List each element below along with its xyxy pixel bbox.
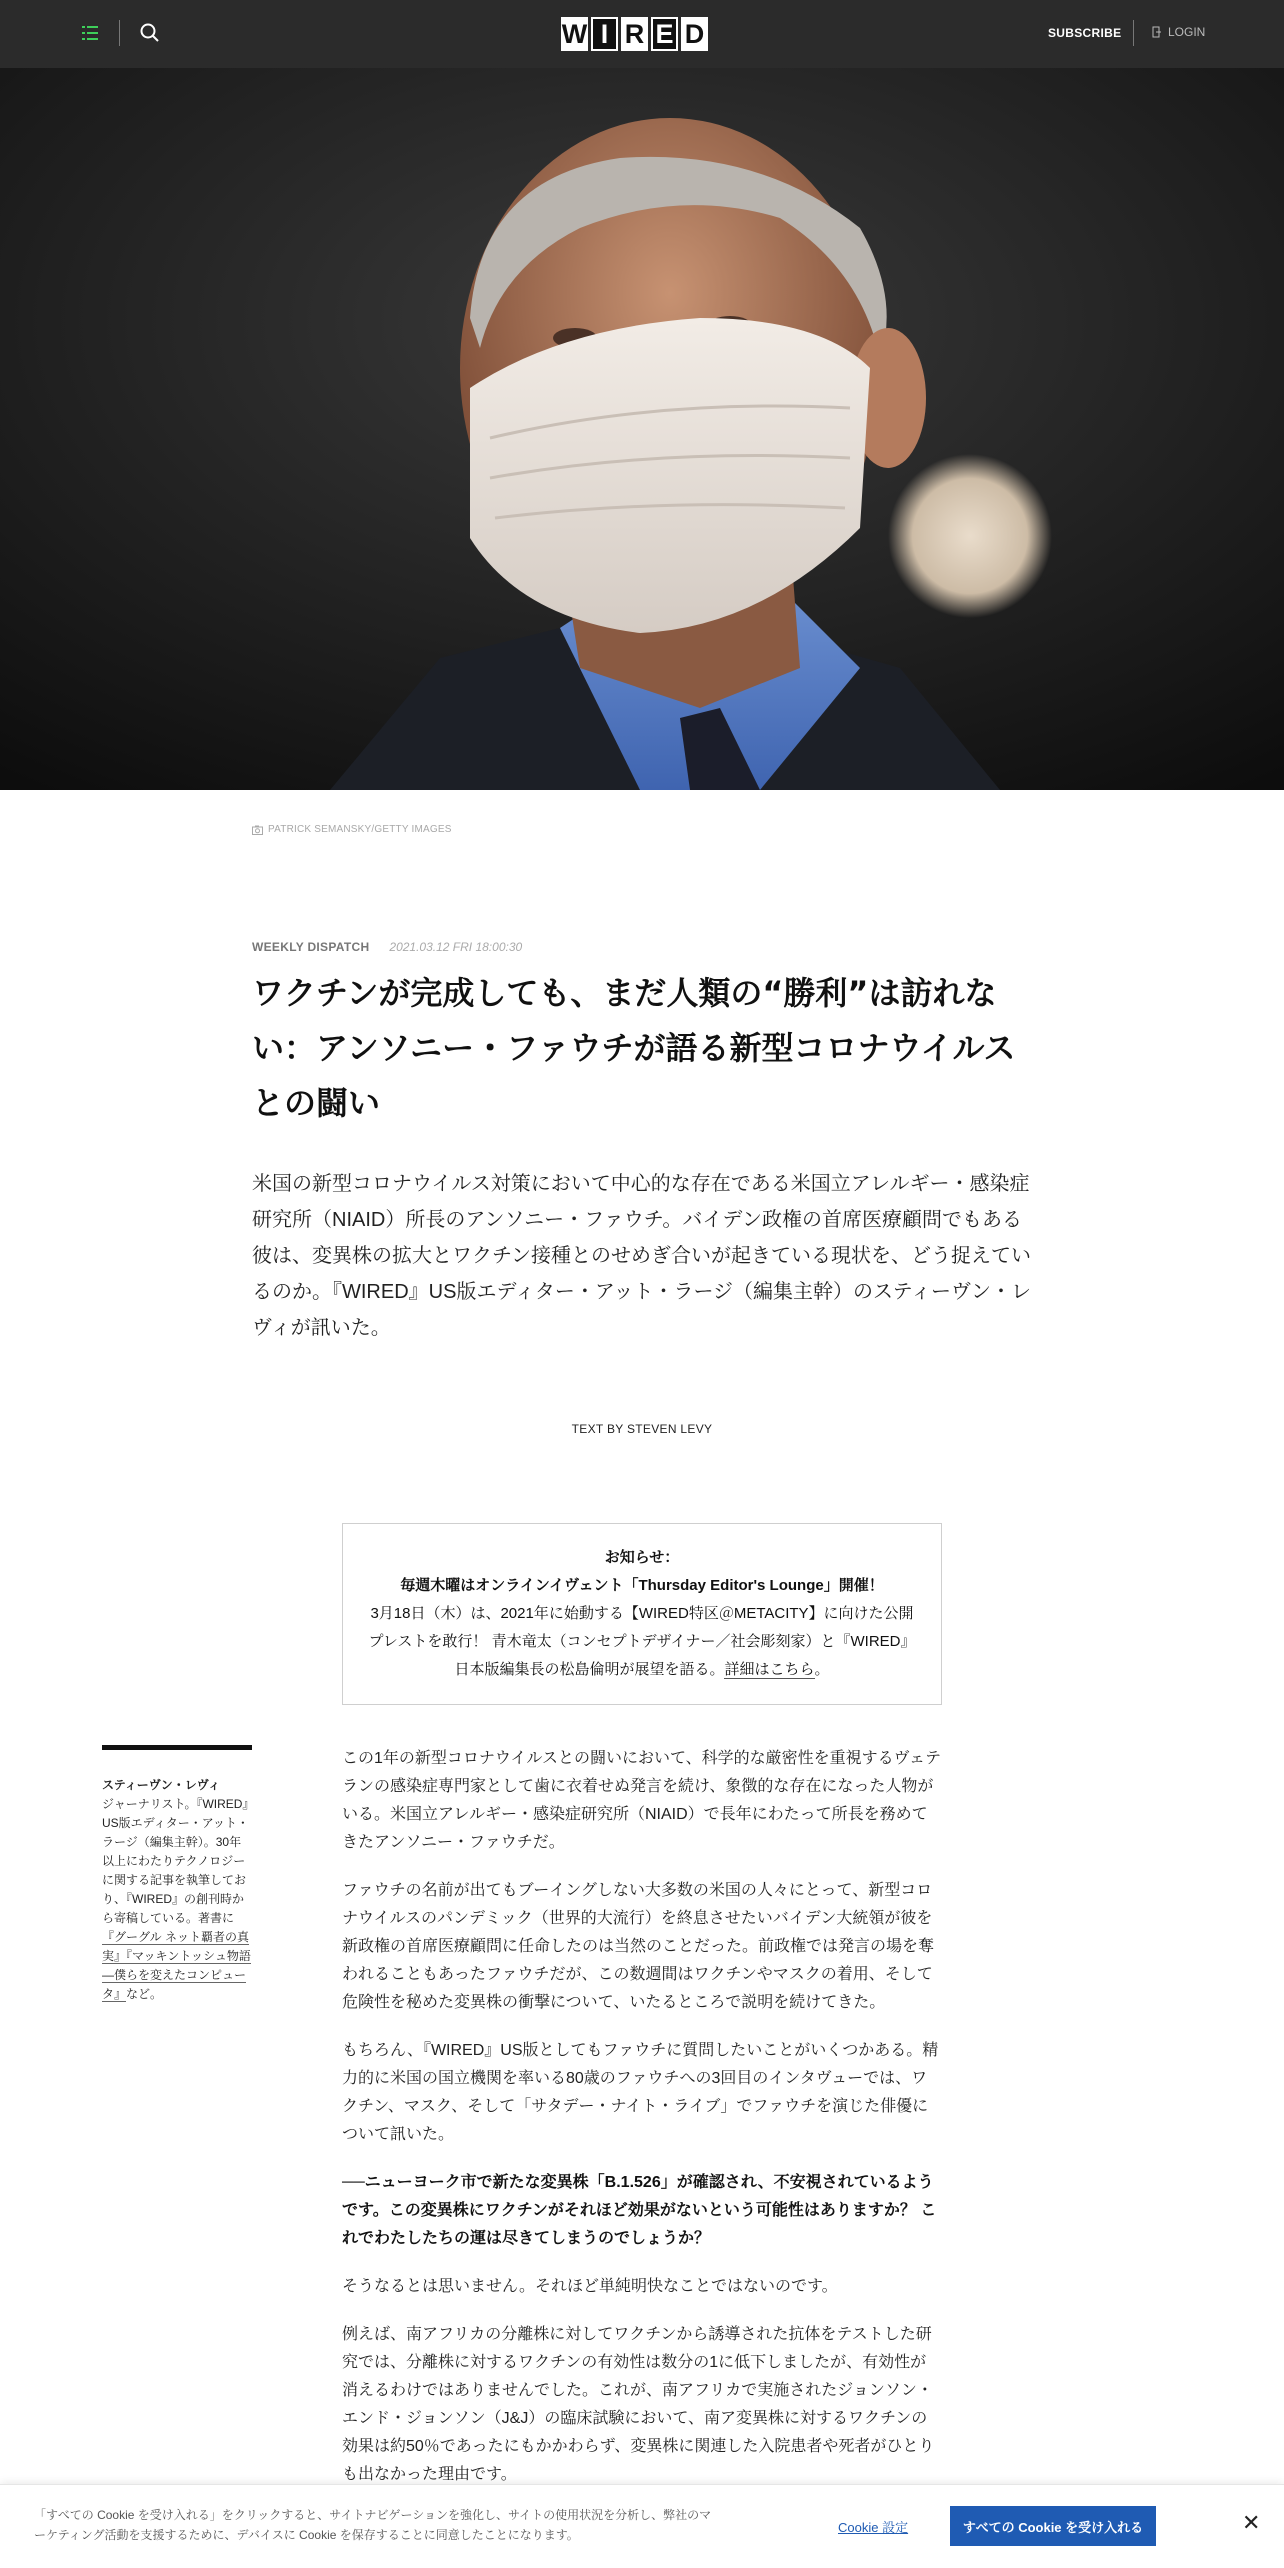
body-paragraph: そうなるとは思いません。それほど単純明快なことではないのです。 (342, 2278, 838, 2295)
notice-body: 3月18日（木）は、2021年に始動する【WIRED特区＠METACITY】に向けた公開プレストを敢行！ 青木竜太（コンセプトデザイナー／社会彫刻家）と『WIRED』日本版編集長の松島倫明が展望を語る。 (368, 1605, 916, 1678)
logo-letter: E (651, 17, 678, 51)
cookie-text: 「すべての Cookie を受け入れる」をクリックすると、サイトナビゲーションを強化し、サイトの使用状況を分析し、弊社のマーケティング活動を支援するために、デバイスに Cookie を保存することに同意したことになります。 (34, 2508, 712, 2542)
publish-date: 2021.03.12 FRI 18:00:30 (389, 940, 523, 954)
body-paragraph: ファウチの名前が出てもブーイングしない大多数の米国の人々にとって、新型コロナウイルスのパンデミック（世界的大流行）を終息させたいバイデン大統領が彼を新政権の首席医療顧問に任命したのは当然のことだった。前政権では発言の場を奪われることもあったファウチだが、この数週間はワクチンやマスクの着用、そして危険性を秘めた変異株の衝撃について、いたるところで説明を続けてきた。 (342, 1882, 935, 2011)
notice-end: 。 (814, 1661, 830, 1678)
site-header (0, 0, 1284, 68)
article-dek: 米国の新型コロナウイルス対策において中心的な存在である米国立アレルギー・感染症研究所（NIAID）所長のアンソニー・ファウチ。バイデン政権の首席医療顧問でもある彼は、変異株の拡大とワクチン接種とのせめぎ合いが起きている現状を、どう捉えているのか。『WIRED』US版エディター・アット・ラージ（編集主幹）のスティーヴン・レヴィが訊いた。 (252, 1173, 1032, 1339)
notice-text (363, 1600, 921, 1684)
logo-letter: I (591, 17, 618, 51)
wired-logo[interactable] (561, 17, 708, 51)
author-name: スティーヴン・レヴィ (102, 1778, 221, 1792)
notice-headline: 毎週木曜はオンラインイヴェント「Thursday Editor's Lounge」開催！ (400, 1577, 884, 1594)
interview-question: ──ニューヨーク市で新たな変異株「B.1.526」が確認され、不安視されているようです。この変異株にワクチンがそれほど効果がないという可能性はありますか？ これでわたしたちの運は尽きてしまうのでしょうか？ (342, 2174, 937, 2247)
book-link[interactable]: 『マッキントッシュ物語—僕らを変えたコンピュータ』 (102, 1949, 251, 2001)
article-title: ワクチンが完成しても、まだ人類の“勝利”は訪れない：アンソニー・ファウチが語る新型コロナウイルスとの闘い (252, 974, 1016, 1122)
notice-title: お知らせ： (604, 1549, 680, 1566)
article-body (342, 1745, 942, 2509)
body-paragraph: 例えば、南アフリカの分離株に対してワクチンから誘導された抗体をテストした研究では、分離株に対するワクチンの有効性は数分の1に低下しましたが、有効性が消えるわけではありませんでした。これが、南アフリカで実施されたジョンソン・エンド・ジョンソン（J&J）の臨床試験において、南ア変異株に対するワクチンの効果は約50％であったにもかかわらず、変異株に関連した入院患者や死者がひとりも出なかった理由です。 (342, 2326, 935, 2483)
logo-letter: W (561, 19, 588, 49)
photo-credit-text: PATRICK SEMANSKY/GETTY IMAGES (268, 824, 452, 835)
category-link[interactable]: WEEKLY DISPATCH (252, 940, 370, 954)
cookie-settings-link[interactable]: Cookie 設定 (838, 2520, 909, 2535)
close-icon[interactable]: ✕ (1242, 2511, 1261, 2536)
author-bio-tail: など。 (126, 1987, 163, 2001)
author-bio-text: ジャーナリスト。『WIRED』US版エディター・アット・ラージ（編集主幹）。30年以上にわたりテクノロジーに関する記事を執筆しており、『WIRED』の創刊時から寄稿している。著書に (102, 1797, 249, 1925)
photo-credit (252, 824, 452, 835)
login-icon (1152, 26, 1162, 38)
body-paragraph: この1年の新型コロナウイルスとの闘いにおいて、科学的な厳密性を重視するヴェテランの感染症専門家として歯に衣着せぬ発言を続け、象徴的な存在になった人物がいる。米国立アレルギー・感染症研究所（NIAID）で長年にわたって所長を務めてきたアンソニー・ファウチだ。 (342, 1750, 941, 1851)
header-divider (1133, 20, 1134, 46)
login-link[interactable] (1152, 25, 1205, 39)
byline: TEXT BY STEVEN LEVY (571, 1422, 713, 1436)
body-paragraph: もちろん、『WIRED』US版としてもファウチに質問したいことがいくつかある。精力的に米国の国立機関を率いる80歳のファウチへの3回目のインタヴューでは、ワクチン、マスク、そして「サタデー・ナイト・ライブ」でファウチを演じた俳優について訊いた。 (342, 2042, 939, 2143)
author-bio (102, 1745, 252, 2004)
hero-image (0, 68, 1284, 790)
article-meta (252, 940, 522, 954)
accept-cookies-button[interactable]: すべての Cookie を受け入れる (950, 2506, 1156, 2546)
login-label: LOGIN (1168, 25, 1206, 39)
notice-details-link[interactable]: 詳細はこちら (724, 1661, 815, 1678)
camera-icon (252, 825, 263, 835)
header-divider (119, 20, 120, 46)
logo-letter: D (681, 17, 708, 51)
search-icon[interactable] (139, 22, 161, 44)
logo-letter: R (621, 17, 648, 51)
book-link[interactable]: 『グーグル ネット覇者の真実』 (102, 1930, 249, 1963)
subscribe-link[interactable]: SUBSCRIBE (1048, 26, 1122, 40)
menu-icon[interactable] (82, 24, 102, 42)
cookie-banner (0, 2484, 1284, 2568)
event-notice (342, 1523, 942, 1705)
